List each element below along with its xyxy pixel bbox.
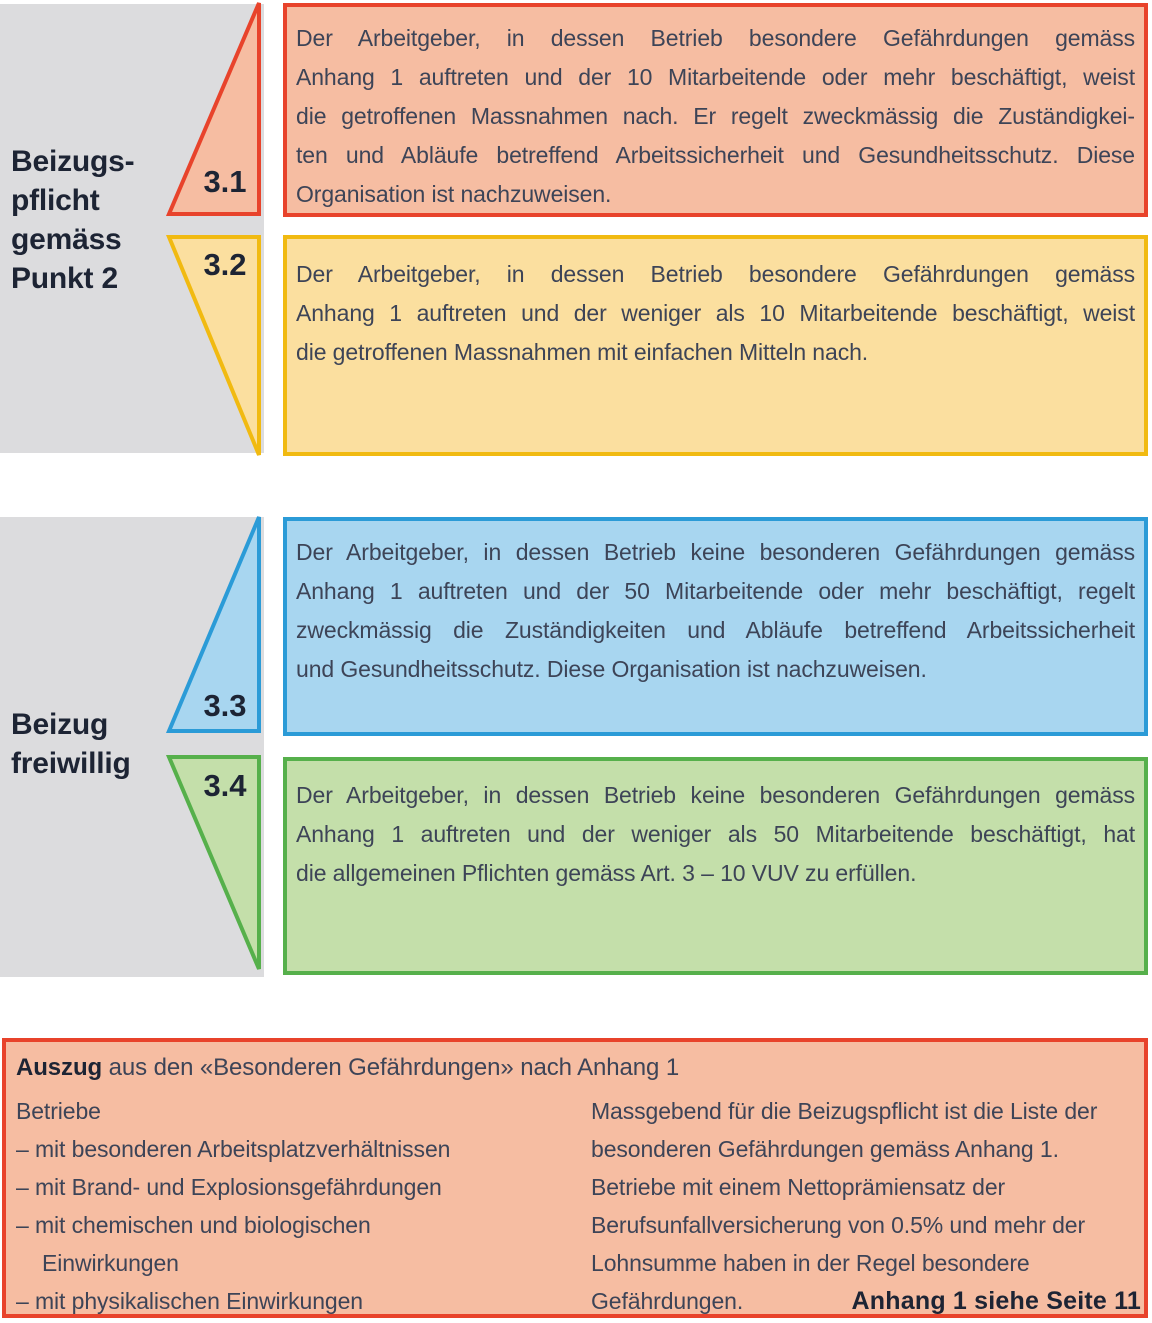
rule-text-line: Der Arbeitgeber, in dessen Betrieb keine besonderen Gefährdungen gemäss — [296, 539, 1135, 565]
note-text-line: besonderen Gefährdungen gemäss Anhang 1. — [591, 1136, 1059, 1162]
rule-box-3-1 — [283, 3, 1148, 217]
rule-box-3-4 — [283, 757, 1148, 975]
rule-text-line: die getroffenen Massnahmen nach. Er regelt zweckmässig die Zuständigkei- — [296, 103, 1135, 129]
rule-text-line: Der Arbeitgeber, in dessen Betrieb keine besonderen Gefährdungen gemäss — [296, 782, 1135, 808]
auszug-right-column — [591, 1092, 1141, 1318]
auszug-left-column — [16, 1092, 576, 1318]
label-line: gemäss — [11, 223, 122, 256]
item-number-3-2: 3.2 — [203, 247, 247, 282]
list-item: – mit Brand- und Explosionsgefährdungen — [16, 1174, 442, 1200]
rule-text-line: Anhang 1 auftreten und der weniger als 50 Mitarbeitende beschäftigt, hat — [296, 821, 1135, 847]
label-line: Beizugs- — [11, 145, 135, 178]
rule-text-line: Anhang 1 auftreten und der 10 Mitarbeitende oder mehr beschäftigt, weist — [296, 64, 1135, 90]
rule-text-line: und Gesundheitsschutz. Diese Organisation ist nachzuweisen. — [296, 656, 927, 682]
note-text-line: Lohnsumme haben in der Regel besondere — [591, 1250, 1030, 1276]
rule-text-line: die allgemeinen Pflichten gemäss Art. 3 – 10 VUV zu erfüllen. — [296, 860, 917, 886]
list-item: – mit physikalischen Einwirkungen — [16, 1288, 363, 1314]
label-line: pflicht — [11, 184, 100, 217]
list-item: – mit besonderen Arbeitsplatzverhältnissen — [16, 1136, 451, 1162]
note-text-line: Massgebend für die Beizugspflicht ist die Liste der — [591, 1098, 1098, 1124]
item-number-3-1: 3.1 — [203, 164, 247, 199]
rule-text-line: Anhang 1 auftreten und der weniger als 10 Mitarbeitende beschäftigt, weist — [296, 300, 1135, 326]
auszug-title-rest: aus den «Besonderen Gefährdungen» nach Anhang 1 — [102, 1054, 680, 1081]
rule-text-line: die getroffenen Massnahmen mit einfachen Mitteln nach. — [296, 339, 869, 365]
list-item-continuation: Einwirkungen — [42, 1250, 179, 1276]
label-line: freiwillig — [11, 747, 131, 780]
auszug-box — [2, 1038, 1148, 1318]
note-last-line — [591, 1282, 1141, 1318]
note-text-line: Gefährdungen. — [591, 1288, 744, 1314]
label-line: Beizug — [11, 708, 109, 741]
rule-box-3-3 — [283, 517, 1148, 736]
auszug-title — [16, 1048, 679, 1088]
rule-text-line: Der Arbeitgeber, in dessen Betrieb besondere Gefährdungen gemäss — [296, 261, 1135, 287]
section-label-beizugspflicht — [11, 142, 134, 298]
label-line: Punkt 2 — [11, 262, 118, 295]
list-heading: Betriebe — [16, 1098, 101, 1124]
rule-text-line: Der Arbeitgeber, in dessen Betrieb besondere Gefährdungen gemäss — [296, 25, 1135, 51]
rule-text-line: zweckmässig die Zuständigkeiten und Abläufe betreffend Arbeitssicherheit — [296, 617, 1135, 643]
auszug-title-bold: Auszug — [16, 1054, 103, 1081]
note-text-line: Berufsunfallversicherung von 0.5% und mehr der — [591, 1212, 1086, 1238]
rule-text-line: Organisation ist nachzuweisen. — [296, 181, 612, 207]
note-text-line: Betriebe mit einem Nettoprämiensatz der — [591, 1174, 1006, 1200]
item-number-3-3: 3.3 — [203, 688, 247, 723]
list-item: – mit chemischen und biologischen — [16, 1212, 371, 1238]
anhang-reference: Anhang 1 siehe Seite 11 — [851, 1287, 1141, 1315]
item-number-3-4: 3.4 — [203, 768, 247, 803]
rule-box-3-2 — [283, 235, 1148, 456]
rule-text-line: ten und Abläufe betreffend Arbeitssicherheit und Gesundheitsschutz. Diese — [296, 142, 1135, 168]
section-label-beizug-freiwillig — [11, 705, 131, 783]
rule-text-line: Anhang 1 auftreten und der 50 Mitarbeitende oder mehr beschäftigt, regelt — [296, 578, 1135, 604]
